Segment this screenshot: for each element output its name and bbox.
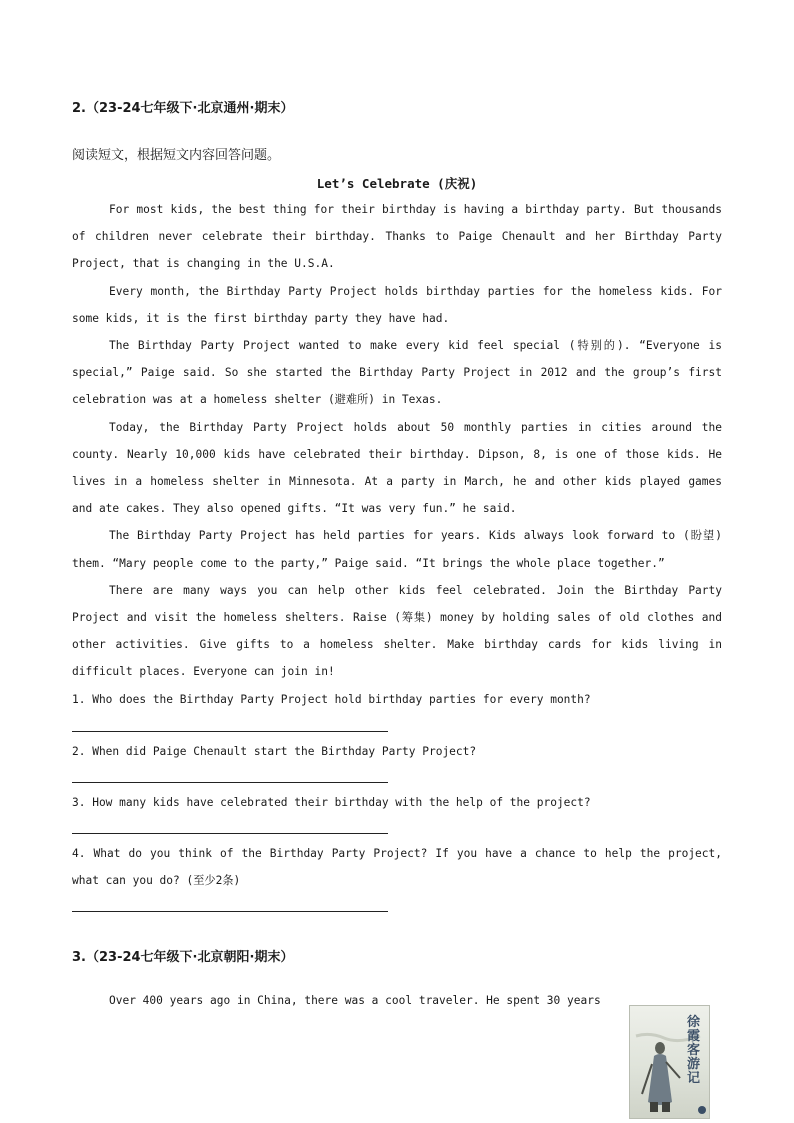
answer-line-2[interactable]: [72, 782, 388, 783]
passage-paragraph-3: The Birthday Party Project wanted to make every kid feel special (特别的). “Everyone is special,” Paige said. So she started the Birthday Party Project in 2012 and the group’s first celebration was at a homeless shelter (避难所) in Texas.: [72, 339, 722, 407]
passage-body: [72, 196, 722, 686]
book-cover-image: [629, 1005, 710, 1119]
question-1: 1. Who does the Birthday Party Project hold birthday parties for every month?: [72, 693, 591, 706]
question-2: 2. When did Paige Chenault start the Birthday Party Project?: [72, 745, 477, 758]
passage-paragraph-6: There are many ways you can help other kids feel celebrated. Join the Birthday Party Project and visit the homeless shelters. Raise (筹集) money by holding sales of old clothes and other activities. Give gifts to a homeless shelter. Make birthday cards for kids living in difficult places. Everyone can join in!: [72, 583, 722, 679]
question-3-heading: 3.（23-24七年级下·北京朝阳·期末）: [72, 950, 294, 965]
passage-title: Let’s Celebrate (庆祝): [316, 176, 478, 191]
answer-line-3[interactable]: [72, 833, 388, 834]
passage-paragraph-1: For most kids, the best thing for their birthday is having a birthday party. But thousands of children never celebrate their birthday. Thanks to Paige Chenault and her Birthday Party Project, that is changing in the U.S.A.: [72, 203, 722, 271]
question-4: 4. What do you think of the Birthday Party Project? If you have a chance to help the project, what can you do? (至少2条): [72, 847, 722, 887]
question-2-instruction: 阅读短文，根据短文内容回答问题。: [72, 148, 281, 163]
book-cover-title: 徐霞客游记: [687, 1015, 701, 1086]
question-3: 3. How many kids have celebrated their birthday with the help of the project?: [72, 796, 591, 809]
passage-paragraph-2: Every month, the Birthday Party Project holds birthday parties for the homeless kids. For some kids, it is the first birthday party they have had.: [72, 284, 722, 325]
question-2-heading: 2.（23-24七年级下·北京通州·期末）: [72, 101, 294, 116]
passage-paragraph-4: Today, the Birthday Party Project holds about 50 monthly parties in cities around the county. Nearly 10,000 kids have celebrated their birthday. Dipson, 8, is one of those kids. He lives in a homeless shelter in Minnesota. At a party in March, he and other kids played games and ate cakes. They also opened gifts. “It was very fun.” he said.: [72, 420, 722, 516]
answer-line-4[interactable]: [72, 911, 388, 912]
passage-paragraph-5: The Birthday Party Project has held parties for years. Kids always look forward to (盼望) them. “Mary people come to the party,” Paige said. “It brings the whole place together.”: [72, 529, 722, 570]
answer-line-1[interactable]: [72, 731, 388, 732]
question-3-first-line: Over 400 years ago in China, there was a cool traveler. He spent 30 years: [109, 994, 601, 1007]
